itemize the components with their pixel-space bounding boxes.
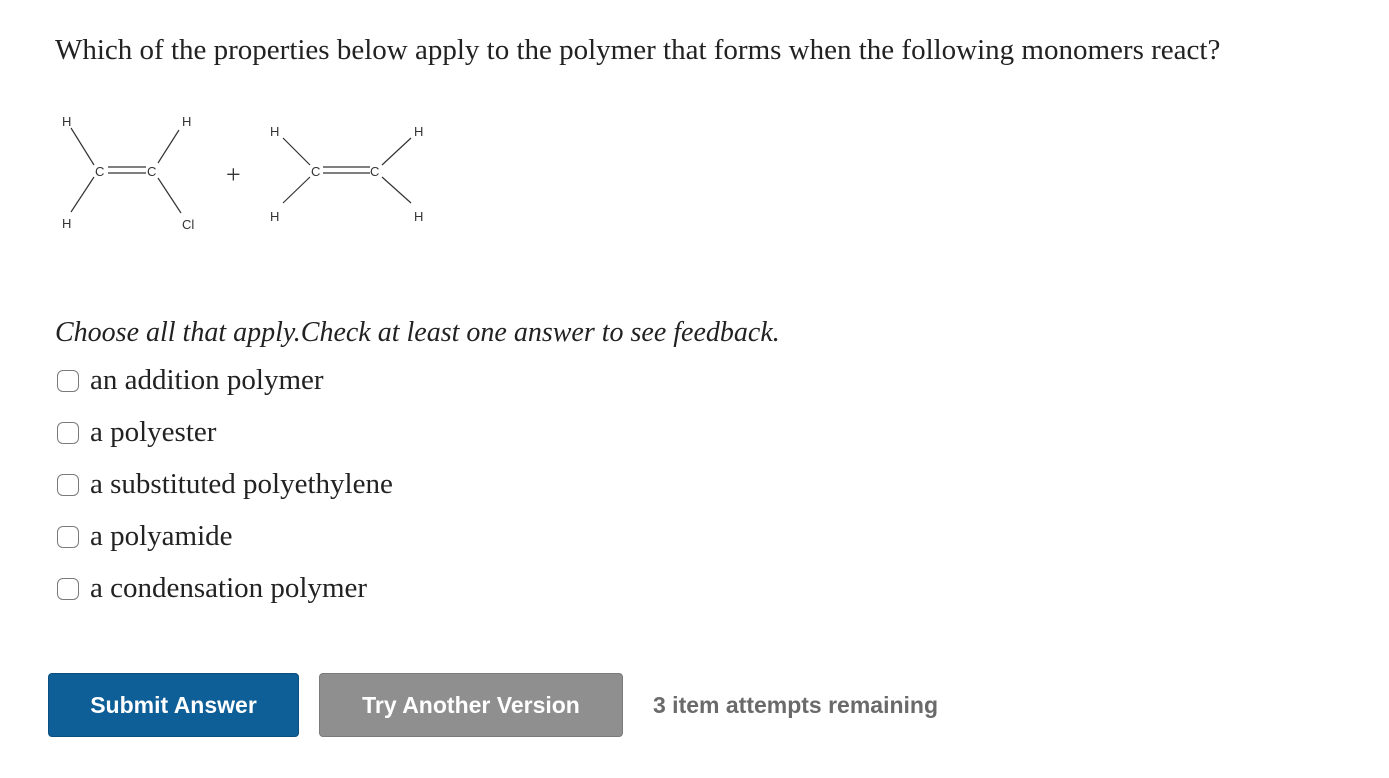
monomer-2 <box>283 138 411 203</box>
monomer-structures-diagram <box>48 105 448 240</box>
m1-h-bottom-left: H <box>62 216 72 231</box>
m1-cl-bottom-right: Cl <box>182 217 195 232</box>
monomer-1 <box>71 128 181 213</box>
instructions-text: Choose all that apply.Check at least one answer to see feedback. <box>55 317 780 348</box>
checkbox-condensation-polymer[interactable] <box>57 578 79 600</box>
option-label[interactable]: an addition polymer <box>90 364 324 396</box>
checkbox-substituted-polyethylene[interactable] <box>57 474 79 496</box>
option-polyester[interactable] <box>55 412 393 464</box>
submit-answer-button[interactable]: Submit Answer <box>48 673 299 737</box>
m2-h-top-left: H <box>270 124 280 139</box>
m1-carbon-left: C <box>95 164 105 179</box>
option-substituted-polyethylene[interactable] <box>55 464 393 516</box>
m1-carbon-right: C <box>147 164 157 179</box>
checkbox-polyamide[interactable] <box>57 526 79 548</box>
question-text: Which of the properties below apply to the polymer that forms when the following monomers react? <box>55 34 1221 66</box>
option-label[interactable]: a condensation polymer <box>90 572 368 604</box>
checkbox-addition-polymer[interactable] <box>57 370 79 392</box>
option-label[interactable]: a substituted polyethylene <box>90 468 393 500</box>
m2-h-top-right: H <box>414 124 424 139</box>
m2-h-bottom-left: H <box>270 209 280 224</box>
answer-options-list <box>55 360 393 620</box>
m1-h-top-right: H <box>182 114 192 129</box>
option-condensation-polymer[interactable] <box>55 568 393 620</box>
m2-carbon-right: C <box>370 164 380 179</box>
option-addition-polymer[interactable] <box>55 360 393 412</box>
attempts-remaining-text: 3 item attempts remaining <box>653 692 939 718</box>
m2-h-bottom-right: H <box>414 209 424 224</box>
option-label[interactable]: a polyester <box>90 416 217 448</box>
checkbox-polyester[interactable] <box>57 422 79 444</box>
option-label[interactable]: a polyamide <box>90 520 233 552</box>
m1-h-top-left: H <box>62 114 72 129</box>
option-polyamide[interactable] <box>55 516 393 568</box>
m2-carbon-left: C <box>311 164 321 179</box>
try-another-version-button[interactable]: Try Another Version <box>319 673 623 737</box>
plus-sign: + <box>226 160 241 189</box>
